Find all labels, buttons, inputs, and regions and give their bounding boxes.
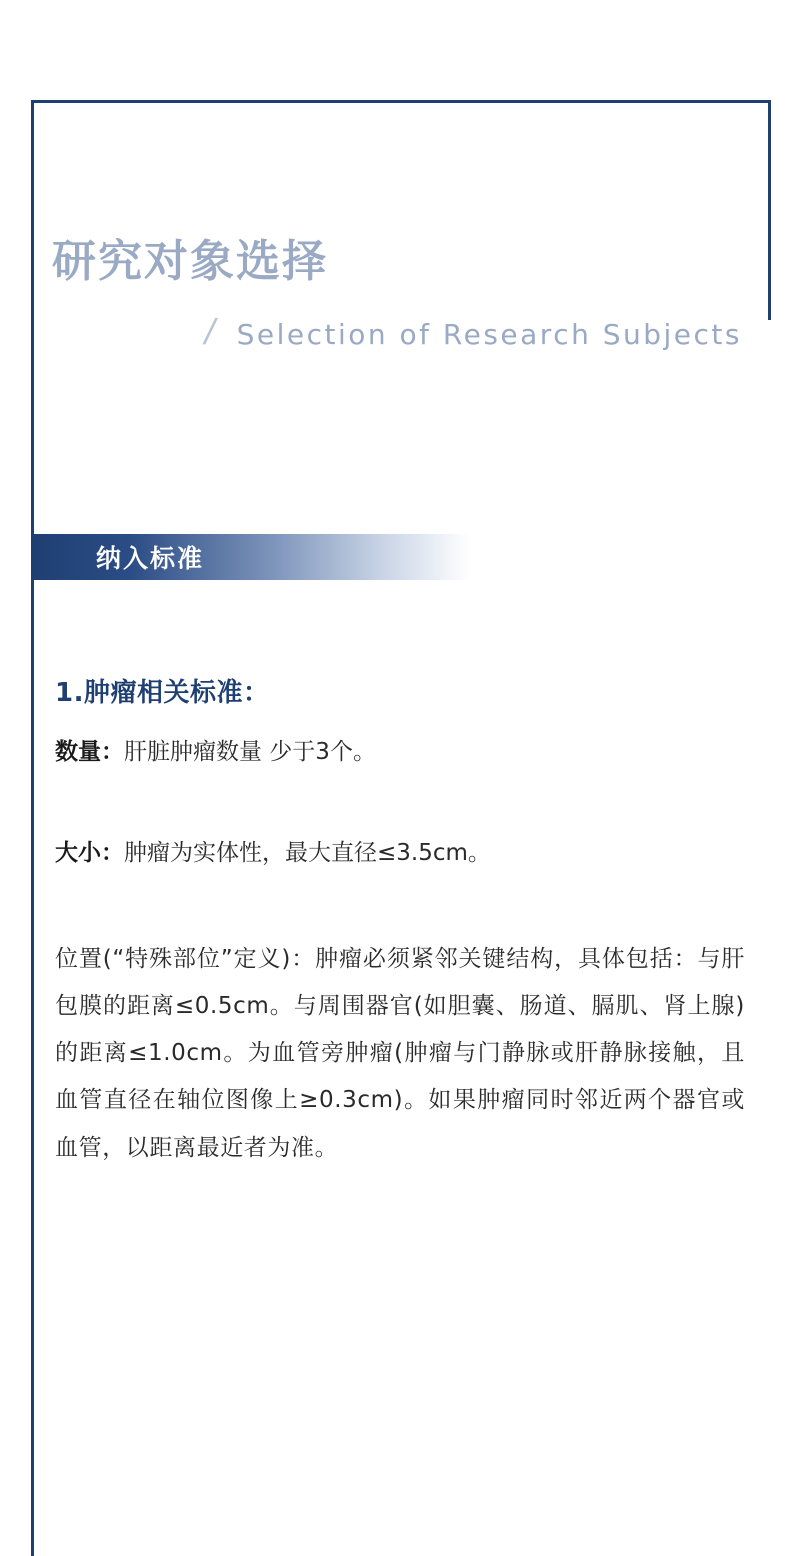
criteria-item-size	[55, 836, 745, 871]
frame-right-rule	[768, 100, 771, 320]
slash-divider: /	[200, 310, 220, 352]
frame-top-rule	[31, 100, 771, 103]
criteria-paragraph-location: 位置(“特殊部位”定义)：肿瘤必须紧邻关键结构，具体包括：与肝包膜的距离≤0.5cm。与周围器官(如胆囊、肠道、膈肌、肾上腺)的距离≤1.0cm。为血管旁肿瘤(肿瘤与门静脉或肝静脉接触，且血管直径在轴位图像上≥0.3cm)。如果肿瘤同时邻近两个器官或血管，以距离最近者为准。	[55, 946, 745, 1161]
content-body	[55, 672, 745, 1172]
criteria-value: 肿瘤为实体性，最大直径≤3.5cm。	[124, 839, 491, 866]
criteria-key: 大小：	[55, 839, 124, 866]
criteria-item-quantity	[55, 735, 745, 770]
page-subtitle-row	[52, 311, 742, 353]
section-banner	[34, 534, 470, 580]
content-heading: 1.肿瘤相关标准：	[55, 678, 270, 708]
title-block	[52, 236, 752, 353]
criteria-value: 肝脏肿瘤数量 少于3个。	[124, 739, 376, 765]
frame-left-rule	[31, 100, 34, 1556]
criteria-key: 数量：	[55, 739, 124, 765]
section-banner-label: 纳入标准	[96, 544, 205, 573]
page-title-en: Selection of Research Subjects	[236, 317, 742, 351]
page-title-cn: 研究对象选择	[52, 236, 328, 287]
